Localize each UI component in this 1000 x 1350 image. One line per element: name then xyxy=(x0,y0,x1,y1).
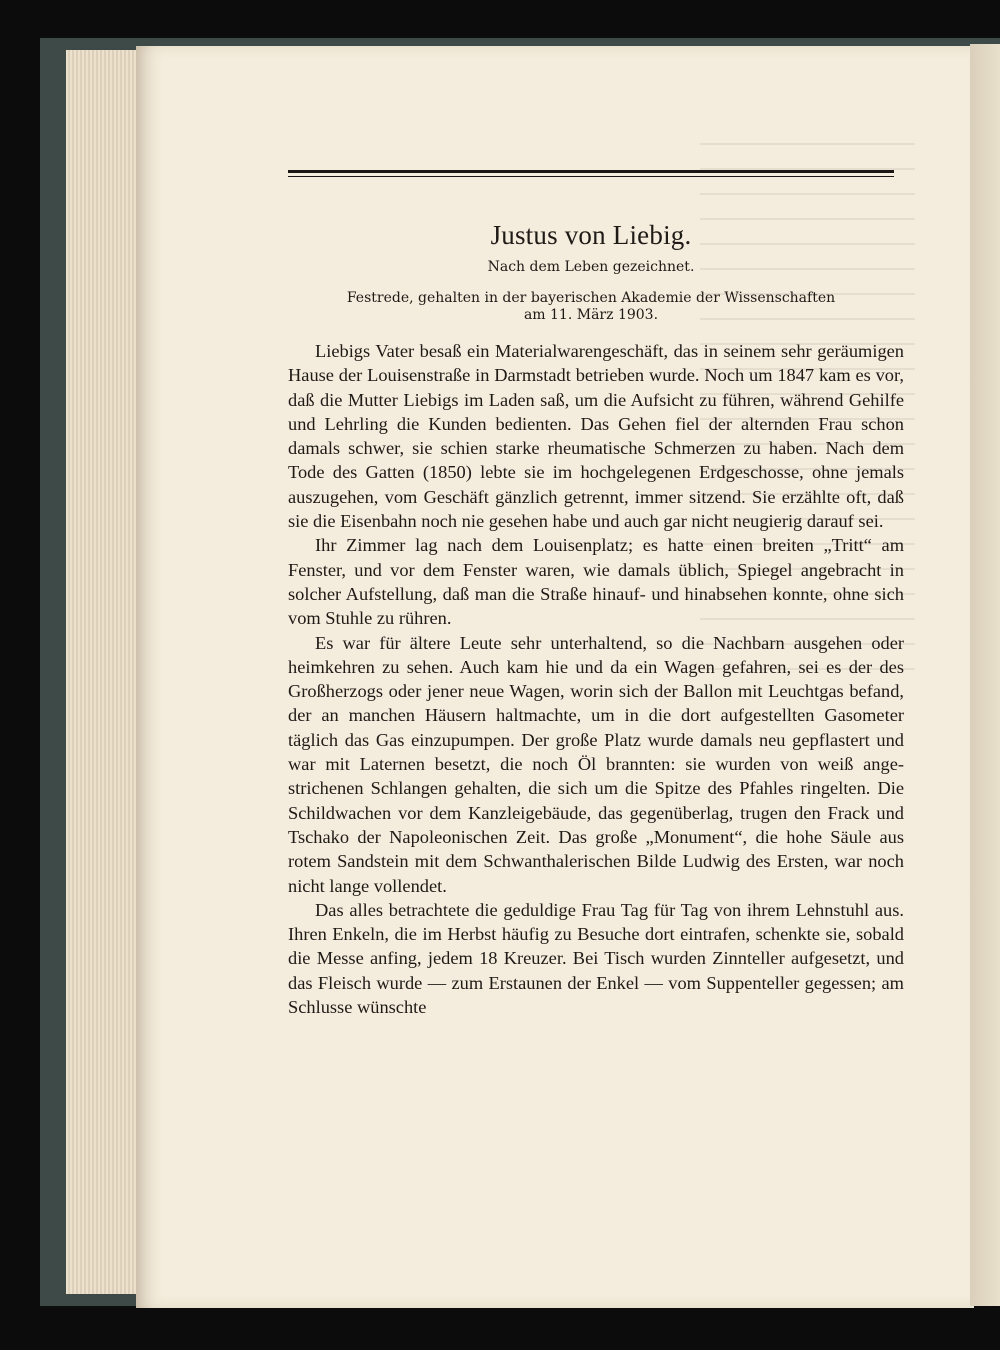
festrede-note-line1: Festrede, gehalten in der bayerischen Akademie der Wissenschaften xyxy=(346,290,836,306)
next-page-edge xyxy=(970,44,1000,1306)
header-rule-thick xyxy=(288,170,894,173)
festrede-note-line2: am 11. März 1903. xyxy=(523,307,659,323)
paragraph: Das alles betrachtete die geduldige Frau Tag für Tag von ihrem Lehnstuhl aus. Ihren Enkeln, die im Herbst häufig zu Besuche dort eintrafen, schenkte sie, sobald die Messe anfing, jedem 18 Kreuzer. Bei Tisch wurden Zinnteller aufgesetzt, und das Fleisch wurde — zum Erstaunen der Enkel — vom Suppenteller gegessen; am Schlusse wünschte xyxy=(288,899,904,1018)
festrede-note xyxy=(288,290,894,324)
header-rule-thin xyxy=(288,176,894,177)
page-edges xyxy=(66,50,139,1294)
article-body xyxy=(288,339,904,1019)
paragraph: Es war für ältere Leute sehr unterhaltend, so die Nachbarn ausgehen oder heimkehren zu sehen. Auch kam hie und da ein Wagen gefahren, sei es der des Großherzogs oder jener neue Wagen, worin sich der Ballon mit Leuchtgas befand, der an manchen Häusern haltmachte, um in die dort aufgestellten Gasometer täglich das Gas einzupumpen. Der große Platz wurde damals neu gepflastert und war mit Laternen besetzt, die noch Öl brannten: sie wurden von weiß angestrichenen Schlangen gehalten, die sich um die Spitze des Pfahles ringelten. Die Schildwachen vor dem Kanzleigebäude, das gegenüberlag, trugen den Frack und Tschako der Napoleonischen Zeit. Das große „Monument“, die hohe Säule aus rotem Sandstein mit dem Schwanthalerischen Bilde Ludwig des Ersten, war noch nicht lange vollendet. xyxy=(288,632,904,896)
article-subtitle: Nach dem Leben gezeichnet. xyxy=(487,259,695,275)
paragraph: Ihr Zimmer lag nach dem Louisenplatz; es hatte einen breiten „Tritt“ am Fenster, und vor dem Fenster waren, wie damals üblich, Spiegel angebracht in solcher Aufstellung, daß man die Straße hinauf- und hinabsehen konnte, ohne sich vom Stuhle zu rühren. xyxy=(288,535,904,629)
paragraph: Liebigs Vater besaß ein Materialwarengeschäft, das in seinem sehr geräumigen Hause der Louisenstraße in Darmstadt betrieben wurde. Noch um 1847 kam es vor, daß die Mutter Liebigs im Laden saß, um die Aufsicht zu führen, während Gehilfe und Lehrling die Kunden bedienten. Das Gehen fiel der alternden Frau schon damals schwer, sie schien starke rheumatische Schmerzen zu haben. Nach dem Tode des Gatten (1850) lebte sie im hochgelegenen Erdgeschosse, ohne jemals auszugehen, vom Geschäft gänzlich getrennt, immer sitzend. Sie erzählte oft, daß sie die Eisenbahn noch nie gesehen habe und auch gar nicht neugierig darauf sei. xyxy=(288,341,904,532)
article-title: Justus von Liebig. xyxy=(490,220,692,250)
